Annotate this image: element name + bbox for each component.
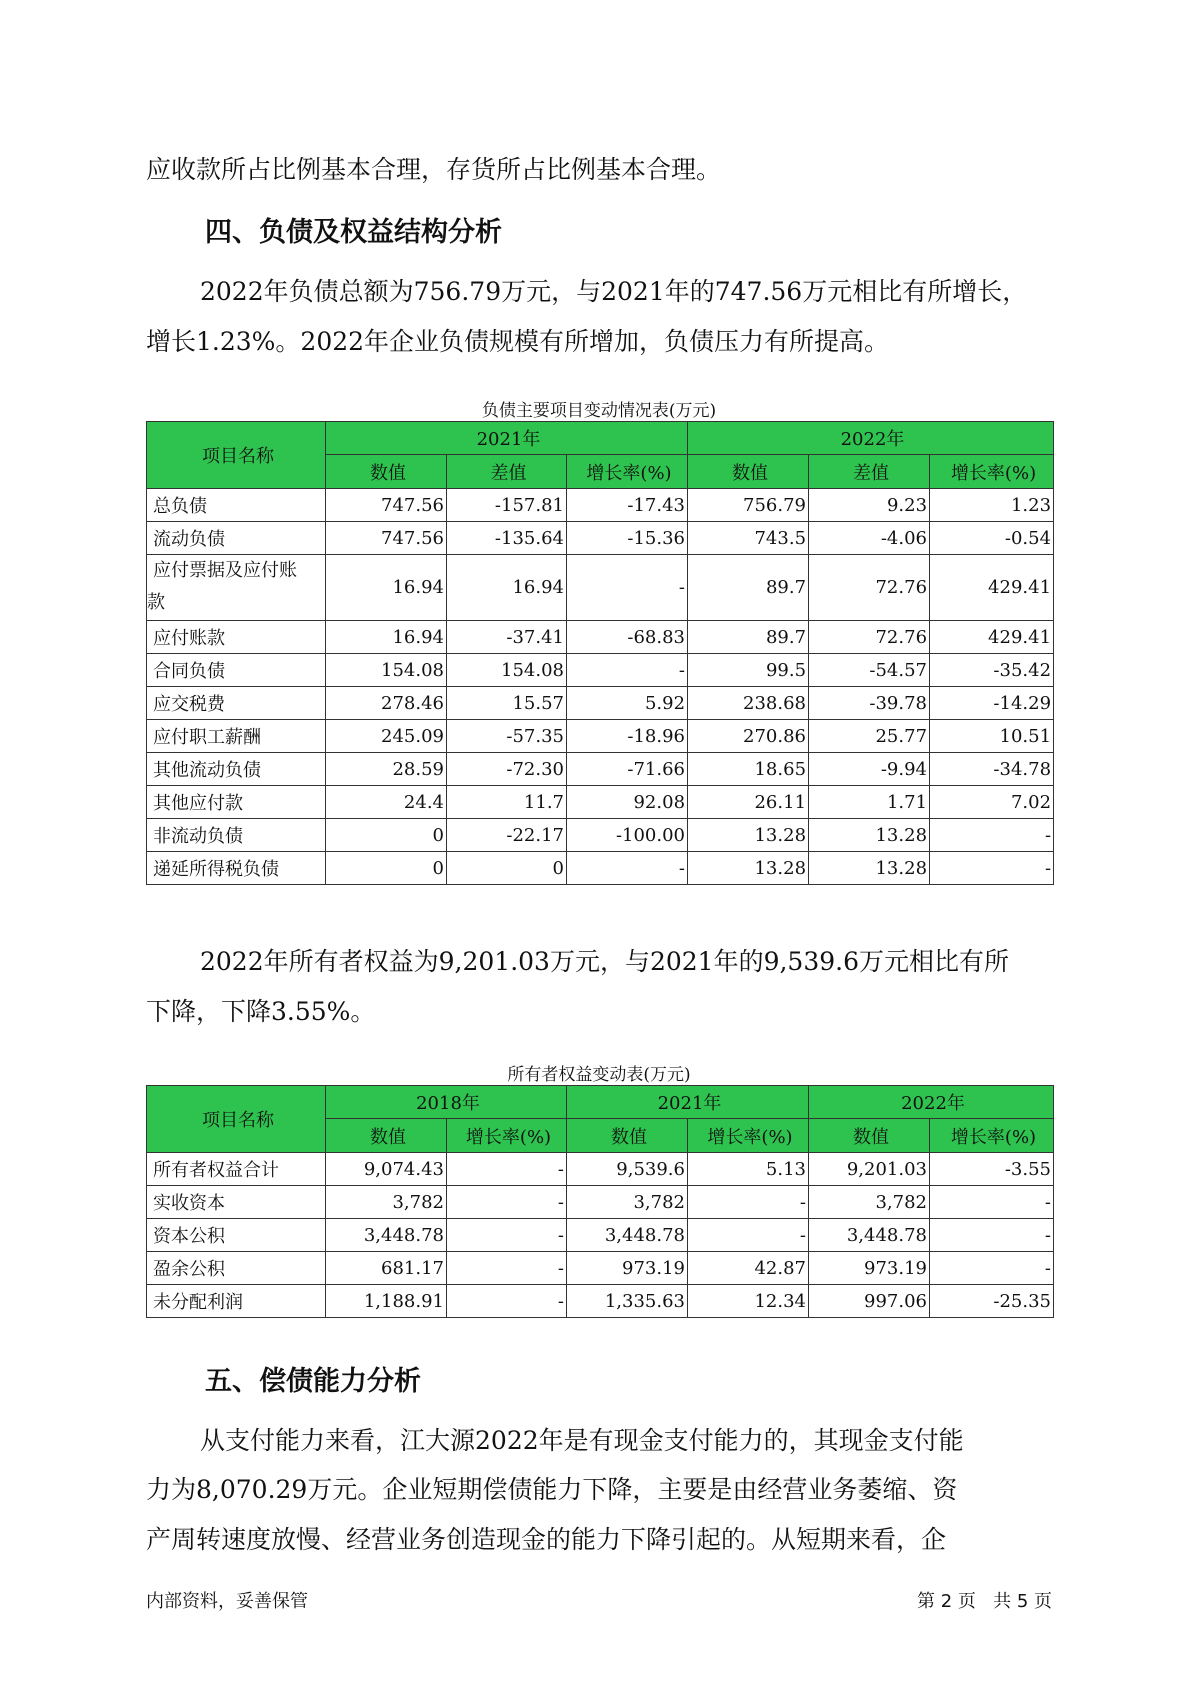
header-rate: 增长率(%) (930, 455, 1054, 489)
header-year-2018: 2018年 (326, 1086, 567, 1119)
paragraph-payment-line-2: 力为8,070.29万元。企业短期偿债能力下降，主要是由经营业务萎缩、资 (146, 1475, 958, 1504)
cell-diff-2021: -72.30 (447, 753, 567, 786)
cell-rate-2021: - (567, 654, 688, 687)
cell-diff-2022: 13.28 (809, 819, 930, 852)
cell-rate-2021: 92.08 (567, 786, 688, 819)
table-row (147, 1252, 1054, 1285)
header-rate: 增长率(%) (930, 1119, 1054, 1153)
header-value: 数值 (326, 455, 447, 489)
cell-value-2022: 238.68 (688, 687, 809, 720)
cell-value-2021: 245.09 (326, 720, 447, 753)
header-year-2021: 2021年 (567, 1086, 809, 1119)
table-row (147, 621, 1054, 654)
cell-value-2018: 1,188.91 (326, 1285, 447, 1318)
header-value: 数值 (326, 1119, 447, 1153)
cell-diff-2022: -54.57 (809, 654, 930, 687)
cell-rate-2018: - (447, 1153, 567, 1186)
cell-diff-2022: 25.77 (809, 720, 930, 753)
header-diff: 差值 (809, 455, 930, 489)
liabilities-table (146, 421, 1054, 885)
table-row (147, 1219, 1054, 1252)
table-row (147, 1285, 1054, 1318)
cell-value-2021: 154.08 (326, 654, 447, 687)
cell-value-2021: 24.4 (326, 786, 447, 819)
cell-value-2022: 18.65 (688, 753, 809, 786)
row-name: 应付账款 (147, 621, 326, 654)
cell-value-2021: 9,539.6 (567, 1153, 688, 1186)
footer-confidential: 内部资料，妥善保管 (146, 1591, 308, 1612)
cell-rate-2021: -68.83 (567, 621, 688, 654)
cell-value-2021: 3,448.78 (567, 1219, 688, 1252)
cell-value-2022: 743.5 (688, 522, 809, 555)
cell-diff-2021: 11.7 (447, 786, 567, 819)
cell-diff-2021: -22.17 (447, 819, 567, 852)
row-name: 总负债 (147, 489, 326, 522)
cell-rate-2022: 429.41 (930, 555, 1054, 621)
table-row (147, 786, 1054, 819)
cell-value-2018: 3,448.78 (326, 1219, 447, 1252)
paragraph-payment-line-3: 产周转速度放慢、经营业务创造现金的能力下降引起的。从短期来看，企 (146, 1525, 947, 1554)
cell-rate-2018: - (447, 1219, 567, 1252)
row-name: 流动负债 (147, 522, 326, 555)
header-rate: 增长率(%) (447, 1119, 567, 1153)
cell-rate-2022: 10.51 (930, 720, 1054, 753)
cell-value-2021: 16.94 (326, 621, 447, 654)
cell-value-2022: 9,201.03 (809, 1153, 930, 1186)
paragraph-equity-line-1: 2022年所有者权益为9,201.03万元，与2021年的9,539.6万元相比有所 (200, 947, 1009, 976)
cell-rate-2022: -0.54 (930, 522, 1054, 555)
row-name: 递延所得税负债 (147, 852, 326, 885)
cell-rate-2022: 429.41 (930, 621, 1054, 654)
table-row (147, 720, 1054, 753)
row-name: 未分配利润 (147, 1285, 326, 1318)
cell-rate-2021: - (688, 1186, 809, 1219)
cell-rate-2021: -17.43 (567, 489, 688, 522)
row-name: 应付职工薪酬 (147, 720, 326, 753)
cell-diff-2022: 72.76 (809, 621, 930, 654)
cell-rate-2022: 7.02 (930, 786, 1054, 819)
cell-rate-2022: - (930, 852, 1054, 885)
cell-value-2021: 747.56 (326, 489, 447, 522)
cell-diff-2022: -39.78 (809, 687, 930, 720)
cell-diff-2021: -57.35 (447, 720, 567, 753)
cell-value-2022: 13.28 (688, 852, 809, 885)
cell-diff-2022: 72.76 (809, 555, 930, 621)
cell-value-2021: 3,782 (567, 1186, 688, 1219)
cell-value-2021: 0 (326, 852, 447, 885)
cell-rate-2022: - (930, 1219, 1054, 1252)
table-row (147, 753, 1054, 786)
header-year-2022: 2022年 (688, 422, 1054, 455)
cell-rate-2021: - (567, 555, 688, 621)
row-name: 非流动负债 (147, 819, 326, 852)
cell-diff-2021: -157.81 (447, 489, 567, 522)
cell-value-2022: 99.5 (688, 654, 809, 687)
cell-value-2021: 973.19 (567, 1252, 688, 1285)
cell-value-2018: 9,074.43 (326, 1153, 447, 1186)
row-name: 应交税费 (147, 687, 326, 720)
row-name: 所有者权益合计 (147, 1153, 326, 1186)
cell-diff-2021: 16.94 (447, 555, 567, 621)
cell-value-2018: 681.17 (326, 1252, 447, 1285)
table-row (147, 852, 1054, 885)
cell-value-2022: 756.79 (688, 489, 809, 522)
cell-rate-2022: -25.35 (930, 1285, 1054, 1318)
cell-value-2018: 3,782 (326, 1186, 447, 1219)
cell-rate-2022: 1.23 (930, 489, 1054, 522)
cell-rate-2021: -18.96 (567, 720, 688, 753)
cell-rate-2021: 5.92 (567, 687, 688, 720)
table-row (147, 489, 1054, 522)
paragraph-equity-line-2: 下降，下降3.55%。 (146, 997, 376, 1026)
cell-value-2021: 28.59 (326, 753, 447, 786)
paragraph-liabilities-line-1: 2022年负债总额为756.79万元，与2021年的747.56万元相比有所增长， (200, 277, 1028, 306)
cell-rate-2018: - (447, 1285, 567, 1318)
cell-value-2022: 3,782 (809, 1186, 930, 1219)
cell-diff-2021: 0 (447, 852, 567, 885)
cell-rate-2022: -3.55 (930, 1153, 1054, 1186)
row-name (147, 555, 326, 621)
table-row (147, 1153, 1054, 1186)
cell-rate-2021: 5.13 (688, 1153, 809, 1186)
cell-diff-2021: 15.57 (447, 687, 567, 720)
cell-value-2021: 16.94 (326, 555, 447, 621)
cell-rate-2022: - (930, 1252, 1054, 1285)
header-item-name: 项目名称 (147, 1086, 326, 1153)
section-heading-4: 四、负债及权益结构分析 (205, 217, 502, 248)
header-rate: 增长率(%) (688, 1119, 809, 1153)
cell-rate-2022: -34.78 (930, 753, 1054, 786)
row-name: 实收资本 (147, 1186, 326, 1219)
header-item-name: 项目名称 (147, 422, 326, 489)
cell-rate-2022: -14.29 (930, 687, 1054, 720)
header-value: 数值 (809, 1119, 930, 1153)
paragraph-liabilities-line-2: 增长1.23%。2022年企业负债规模有所增加，负债压力有所提高。 (146, 327, 890, 356)
cell-value-2022: 89.7 (688, 555, 809, 621)
row-name: 其他流动负债 (147, 753, 326, 786)
cell-rate-2021: 42.87 (688, 1252, 809, 1285)
cell-rate-2021: -100.00 (567, 819, 688, 852)
cell-rate-2021: -15.36 (567, 522, 688, 555)
table-row (147, 1186, 1054, 1219)
table-row (147, 522, 1054, 555)
cell-value-2021: 1,335.63 (567, 1285, 688, 1318)
cell-rate-2022: - (930, 819, 1054, 852)
section-heading-5: 五、偿债能力分析 (205, 1366, 421, 1397)
header-year-2022: 2022年 (809, 1086, 1054, 1119)
cell-diff-2022: 9.23 (809, 489, 930, 522)
row-name-line-2: 款 (147, 592, 165, 613)
cell-diff-2021: -135.64 (447, 522, 567, 555)
cell-rate-2018: - (447, 1186, 567, 1219)
cell-value-2021: 0 (326, 819, 447, 852)
row-name: 资本公积 (147, 1219, 326, 1252)
table-row (147, 654, 1054, 687)
footer-page-number: 第 2 页 共 5 页 (917, 1591, 1052, 1612)
row-name: 其他应付款 (147, 786, 326, 819)
table-caption-liabilities: 负债主要项目变动情况表(万元) (481, 401, 717, 421)
header-value: 数值 (688, 455, 809, 489)
cell-value-2022: 973.19 (809, 1252, 930, 1285)
cell-value-2022: 270.86 (688, 720, 809, 753)
cell-rate-2021: 12.34 (688, 1285, 809, 1318)
cell-diff-2022: -9.94 (809, 753, 930, 786)
table-caption-equity: 所有者权益变动表(万元) (507, 1065, 691, 1085)
cell-value-2022: 997.06 (809, 1285, 930, 1318)
header-year-2021: 2021年 (326, 422, 688, 455)
table-row (147, 555, 1054, 621)
table-row (147, 819, 1054, 852)
cell-value-2022: 89.7 (688, 621, 809, 654)
cell-diff-2022: -4.06 (809, 522, 930, 555)
cell-diff-2021: -37.41 (447, 621, 567, 654)
row-name-line-1: 应付票据及应付账 (153, 560, 297, 581)
header-value: 数值 (567, 1119, 688, 1153)
cell-value-2022: 13.28 (688, 819, 809, 852)
cell-value-2021: 747.56 (326, 522, 447, 555)
cell-rate-2022: - (930, 1186, 1054, 1219)
header-rate: 增长率(%) (567, 455, 688, 489)
cell-diff-2021: 154.08 (447, 654, 567, 687)
cell-value-2021: 278.46 (326, 687, 447, 720)
cell-diff-2022: 1.71 (809, 786, 930, 819)
row-name: 合同负债 (147, 654, 326, 687)
cell-rate-2022: -35.42 (930, 654, 1054, 687)
header-diff: 差值 (447, 455, 567, 489)
table-row (147, 687, 1054, 720)
paragraph-payment-line-1: 从支付能力来看，江大源2022年是有现金支付能力的，其现金支付能 (200, 1426, 964, 1455)
cell-rate-2021: - (567, 852, 688, 885)
cell-value-2022: 3,448.78 (809, 1219, 930, 1252)
row-name: 盈余公积 (147, 1252, 326, 1285)
cell-rate-2021: - (688, 1219, 809, 1252)
equity-table (146, 1085, 1054, 1318)
paragraph-top: 应收款所占比例基本合理，存货所占比例基本合理。 (146, 155, 722, 184)
cell-rate-2021: -71.66 (567, 753, 688, 786)
cell-rate-2018: - (447, 1252, 567, 1285)
cell-diff-2022: 13.28 (809, 852, 930, 885)
cell-value-2022: 26.11 (688, 786, 809, 819)
